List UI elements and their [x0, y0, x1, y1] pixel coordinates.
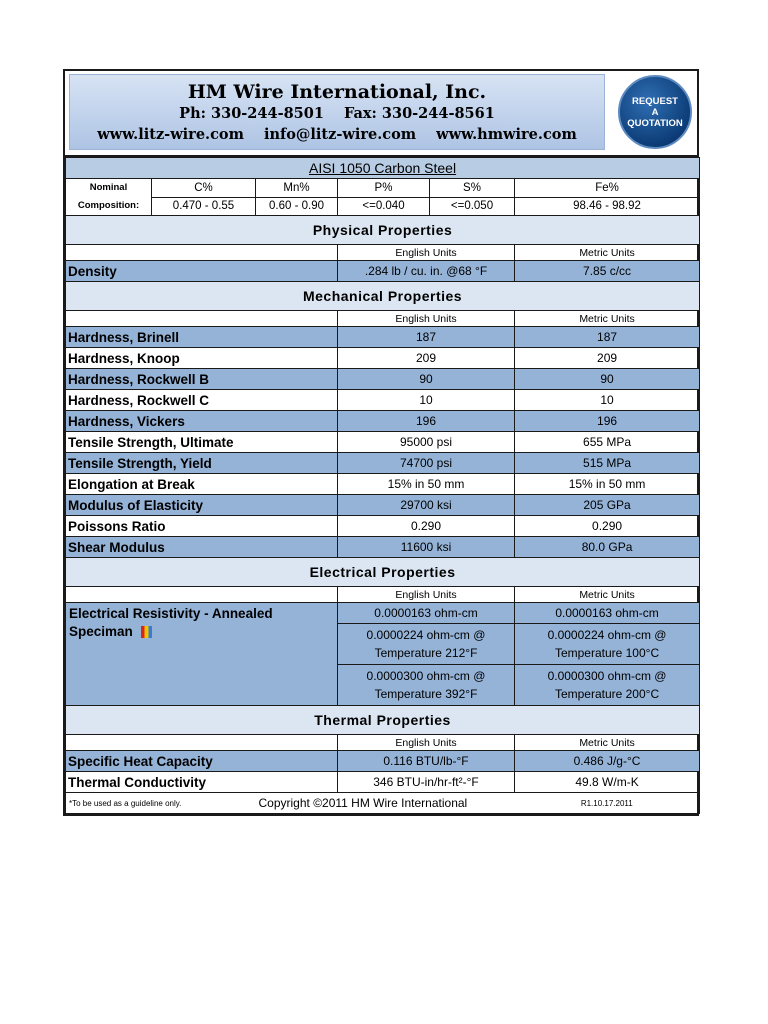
metric-value-line1: 0.0000224 ohm-cm @ [547, 628, 667, 642]
resistivity-label-line2-wrap [69, 623, 334, 641]
email-link[interactable]: info@litz-wire.com [263, 126, 417, 143]
quote-button-line3: QUOTATION [627, 117, 683, 129]
thermal-properties-heading: Thermal Properties [66, 706, 700, 735]
metric-value: 187 [515, 327, 700, 348]
property-label: Hardness, Rockwell B [66, 369, 338, 390]
website-link-hmwire[interactable]: www.hmwire.com [436, 126, 577, 143]
english-value: 196 [338, 411, 515, 432]
metric-value: 515 MPa [515, 453, 700, 474]
property-label: Elongation at Break [66, 474, 338, 495]
material-title: AISI 1050 Carbon Steel [66, 158, 700, 179]
website-link-litz[interactable]: www.litz-wire.com [97, 126, 244, 143]
english-units-header: English Units [338, 311, 515, 327]
element-header-s: S% [430, 179, 515, 198]
metric-units-header: Metric Units [515, 311, 700, 327]
element-value-mn: 0.60 - 0.90 [256, 197, 338, 216]
metric-value: 15% in 50 mm [515, 474, 700, 495]
english-value: .284 lb / cu. in. @68 °F [338, 261, 515, 282]
property-label: Tensile Strength, Ultimate [66, 432, 338, 453]
copyright-text: Copyright ©2011 HM Wire International [256, 793, 515, 814]
english-value-line2: Temperature 392°F [374, 687, 478, 701]
english-value: 346 BTU-in/hr-ft²-°F [338, 772, 515, 793]
contact-web-line [70, 124, 604, 145]
quote-button-line1: REQUEST [632, 95, 678, 107]
property-label: Shear Modulus [66, 537, 338, 558]
resistivity-label-line1: Electrical Resistivity - Annealed [69, 606, 273, 621]
metric-units-header: Metric Units [515, 735, 700, 751]
property-label: Tensile Strength, Yield [66, 453, 338, 474]
composition-label-line2: Composition: [77, 200, 140, 211]
english-value-line1: 0.0000224 ohm-cm @ [366, 628, 486, 642]
element-header-fe: Fe% [515, 179, 700, 198]
metric-value [515, 665, 700, 706]
company-header [65, 71, 697, 157]
element-value-c: 0.470 - 0.55 [152, 197, 256, 216]
composition-label [66, 179, 152, 216]
electrical-properties-heading: Electrical Properties [66, 558, 700, 587]
element-value-fe: 98.46 - 98.92 [515, 197, 700, 216]
english-value [338, 665, 515, 706]
property-label: Hardness, Rockwell C [66, 390, 338, 411]
property-label: Thermal Conductivity [66, 772, 338, 793]
metric-value: 0.0000163 ohm-cm [515, 603, 700, 624]
chart-icon [141, 626, 152, 638]
english-value: 209 [338, 348, 515, 369]
metric-value: 10 [515, 390, 700, 411]
english-value-line2: Temperature 212°F [374, 646, 478, 660]
element-header-mn: Mn% [256, 179, 338, 198]
datasheet [63, 69, 699, 816]
revision-number: R1.10.17.2011 [515, 793, 700, 814]
metric-value: 0.486 J/g-°C [515, 751, 700, 772]
english-value: 10 [338, 390, 515, 411]
metric-value: 7.85 c/cc [515, 261, 700, 282]
metric-value: 0.290 [515, 516, 700, 537]
english-units-header: English Units [338, 245, 515, 261]
quote-button-line2: A [651, 106, 659, 118]
property-label: Hardness, Knoop [66, 348, 338, 369]
blank-cell [66, 245, 338, 261]
request-quotation-button[interactable] [618, 75, 692, 149]
english-units-header: English Units [338, 587, 515, 603]
property-label: Specific Heat Capacity [66, 751, 338, 772]
english-value: 0.0000163 ohm-cm [338, 603, 515, 624]
metric-value: 655 MPa [515, 432, 700, 453]
composition-label-line1: Nominal [89, 182, 128, 193]
company-name: HM Wire International, Inc. [187, 81, 487, 103]
metric-value: 80.0 GPa [515, 537, 700, 558]
metric-value: 49.8 W/m-K [515, 772, 700, 793]
element-header-p: P% [338, 179, 430, 198]
property-label: Density [66, 261, 338, 282]
property-label: Poissons Ratio [66, 516, 338, 537]
english-value: 74700 psi [338, 453, 515, 474]
properties-table [65, 157, 700, 814]
guideline-note: *To be used as a guideline only. [66, 793, 256, 814]
element-value-p: <=0.040 [338, 197, 430, 216]
element-value-s: <=0.050 [430, 197, 515, 216]
metric-value [515, 624, 700, 665]
english-value: 187 [338, 327, 515, 348]
company-info-panel [69, 74, 605, 150]
metric-value-line2: Temperature 100°C [554, 646, 660, 660]
english-value: 0.290 [338, 516, 515, 537]
blank-cell [66, 735, 338, 751]
metric-value-line1: 0.0000300 ohm-cm @ [547, 669, 667, 683]
metric-value: 90 [515, 369, 700, 390]
property-label: Hardness, Brinell [66, 327, 338, 348]
english-value: 95000 psi [338, 432, 515, 453]
metric-value: 205 GPa [515, 495, 700, 516]
metric-value: 209 [515, 348, 700, 369]
property-label: Modulus of Elasticity [66, 495, 338, 516]
metric-value-line2: Temperature 200°C [554, 687, 660, 701]
english-value [338, 624, 515, 665]
element-header-c: C% [152, 179, 256, 198]
metric-value: 196 [515, 411, 700, 432]
physical-properties-heading: Physical Properties [66, 216, 700, 245]
english-value: 90 [338, 369, 515, 390]
english-value: 0.116 BTU/lb-°F [338, 751, 515, 772]
english-units-header: English Units [338, 735, 515, 751]
english-value: 11600 ksi [338, 537, 515, 558]
blank-cell [66, 587, 338, 603]
property-label: Hardness, Vickers [66, 411, 338, 432]
english-value: 15% in 50 mm [338, 474, 515, 495]
metric-units-header: Metric Units [515, 587, 700, 603]
english-value-line1: 0.0000300 ohm-cm @ [366, 669, 486, 683]
fax-number: Fax: 330-244-8561 [343, 105, 495, 122]
english-value: 29700 ksi [338, 495, 515, 516]
contact-phone-line [70, 103, 604, 124]
resistivity-label-line2: Speciman [69, 624, 133, 639]
electrical-resistivity-label [66, 603, 338, 706]
blank-cell [66, 311, 338, 327]
mechanical-properties-heading: Mechanical Properties [66, 282, 700, 311]
metric-units-header: Metric Units [515, 245, 700, 261]
phone-number: Ph: 330-244-8501 [179, 105, 324, 122]
